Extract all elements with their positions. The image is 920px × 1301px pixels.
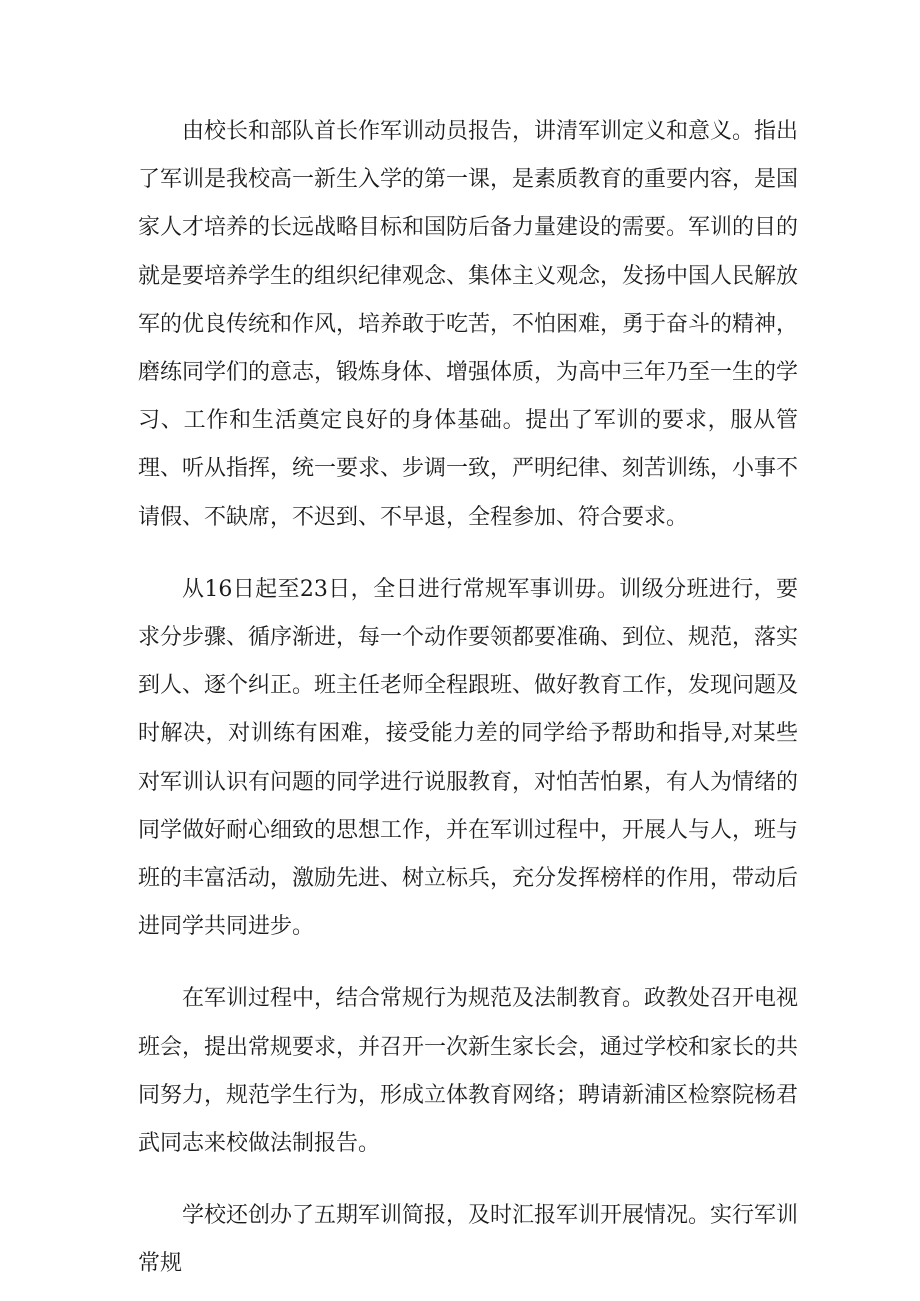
paragraph-daily-training: 从16日起至23日，全日进行常规军事训毋。训级分班进行，要求分步骤、循序渐进，每一个动作要领都要准确、到位、规范，落实到人、逐个纠正。班主任老师全程跟班、做好教育工作，发现问题及时解决，对训练有困难，接受能力差的同学给予帮助和指导,对某些对军训认识有问题的同学进行说服教育，对怕苦怕累，有人为情绪的同学做好耐心细致的思想工作，并在军训过程中，开展人与人，班与班的丰富活动，激励先进、树立标兵，充分发挥榜样的作用，带动后进同学共同进步。 <box>138 576 799 940</box>
paragraph-training-bulletin: 学校还创办了五期军训简报，及时汇报军训开展情况。实行军训常规 <box>138 1203 799 1277</box>
paragraph-mobilization-report: 由校长和部队首长作军训动员报告，讲清军训定义和意义。指出了军训是我校高一新生入学的第一课，是素质教育的重要内容，是国家人才培养的长远战略目标和国防后备力量建设的需要。军训的目的就是要培养学生的组织纪律观念、集体主义观念，发扬中国人民解放军的优良传统和作风，培养敢于吃苦，不怕困难，勇于奋斗的精神，磨练同学们的意志，锻炼身体、增强体质，为高中三年乃至一生的学习、工作和生活奠定良好的身体基础。提出了军训的要求，服从管理、听从指挥，统一要求、步调一致，严明纪律、刻苦训练，小事不请假、不缺席，不迟到、不早退，全程参加、符合要求。 <box>138 119 799 530</box>
paragraph-legal-education: 在军训过程中，结合常规行为规范及法制教育。政教处召开电视班会，提出常规要求，并召开一次新生家长会，通过学校和家长的共同努力，规范学生行为，形成立体教育网络；聘请新浦区检察院杨君武同志来校做法制报告。 <box>138 986 799 1157</box>
document-body <box>138 108 798 1289</box>
